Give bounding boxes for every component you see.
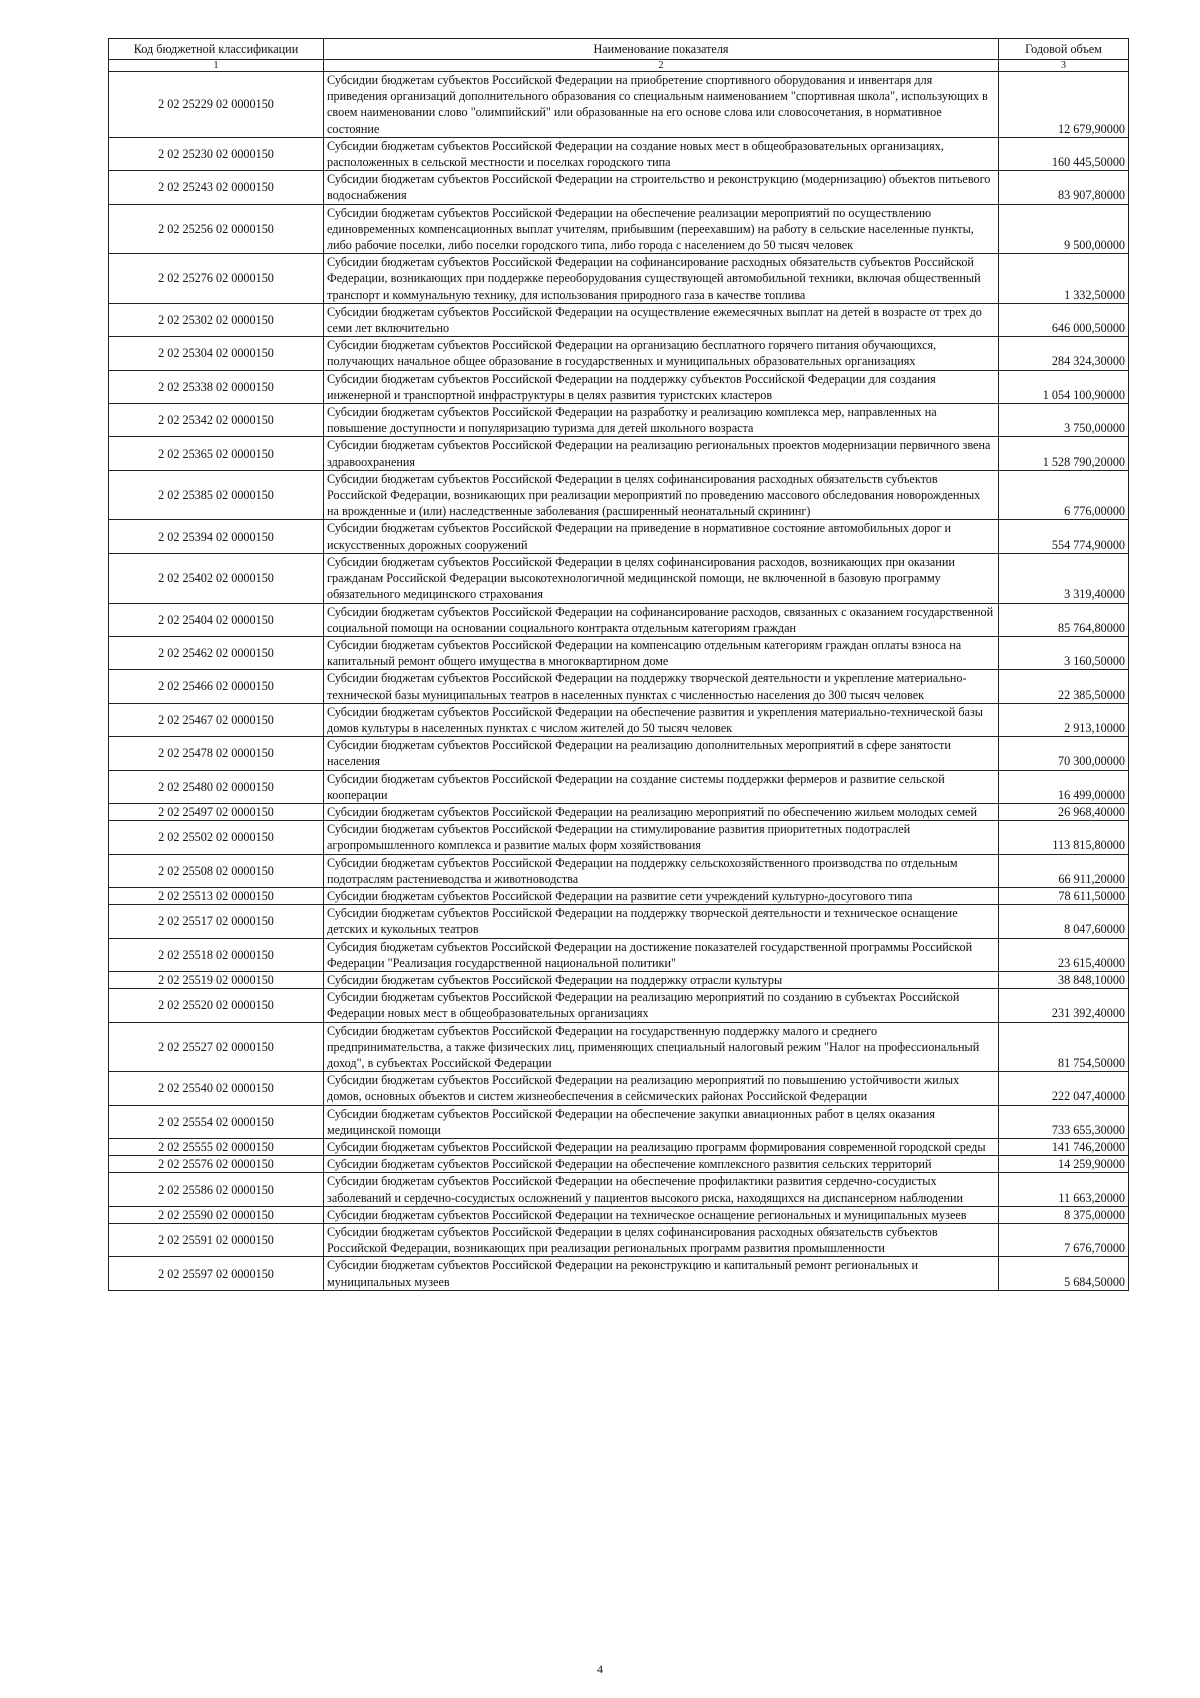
table-row bbox=[109, 1156, 1129, 1173]
name-cell: Субсидии бюджетам субъектов Российской Федерации на реконструкцию и капитальный ремонт региональных и муниципальных музеев bbox=[324, 1257, 999, 1290]
name-cell: Субсидии бюджетам субъектов Российской Федерации на осуществление ежемесячных выплат на детей в возрасте от трех до семи лет включительно bbox=[324, 303, 999, 336]
name-cell: Субсидии бюджетам субъектов Российской Федерации на реализацию мероприятий по обеспечению жильем молодых семей bbox=[324, 803, 999, 820]
budget-table bbox=[108, 38, 1129, 1291]
table-row bbox=[109, 303, 1129, 336]
amount-cell: 14 259,90000 bbox=[999, 1156, 1129, 1173]
name-cell: Субсидии бюджетам субъектов Российской Федерации на поддержку творческой деятельности и укрепление материально-технической базы муниципальных театров в населенных пунктах с численностью населения до 300 тысяч человек bbox=[324, 670, 999, 703]
code-cell: 2 02 25591 02 0000150 bbox=[109, 1224, 324, 1257]
table-row bbox=[109, 971, 1129, 988]
table-row bbox=[109, 938, 1129, 971]
amount-cell: 3 319,40000 bbox=[999, 553, 1129, 603]
code-cell: 2 02 25467 02 0000150 bbox=[109, 703, 324, 736]
code-cell: 2 02 25554 02 0000150 bbox=[109, 1105, 324, 1138]
table-row bbox=[109, 1206, 1129, 1223]
code-cell: 2 02 25502 02 0000150 bbox=[109, 821, 324, 854]
table-row bbox=[109, 803, 1129, 820]
code-cell: 2 02 25256 02 0000150 bbox=[109, 204, 324, 254]
amount-cell: 9 500,00000 bbox=[999, 204, 1129, 254]
page-number: 4 bbox=[597, 1662, 603, 1676]
name-cell: Субсидии бюджетам субъектов Российской Федерации на организацию бесплатного горячего питания обучающихся, получающих начальное общее образование в государственных и муниципальных образовательных организациях bbox=[324, 337, 999, 370]
amount-cell: 85 764,80000 bbox=[999, 603, 1129, 636]
header-code: Код бюджетной классификации bbox=[109, 39, 324, 60]
table-body bbox=[109, 72, 1129, 1291]
code-cell: 2 02 25402 02 0000150 bbox=[109, 553, 324, 603]
table-row bbox=[109, 1022, 1129, 1072]
header-amount: Годовой объем bbox=[999, 39, 1129, 60]
name-cell: Субсидии бюджетам субъектов Российской Федерации на строительство и реконструкцию (модернизацию) объектов питьевого водоснабжения bbox=[324, 171, 999, 204]
code-cell: 2 02 25540 02 0000150 bbox=[109, 1072, 324, 1105]
table-row bbox=[109, 737, 1129, 770]
amount-cell: 12 679,90000 bbox=[999, 72, 1129, 138]
table-header-row bbox=[109, 39, 1129, 60]
header-name: Наименование показателя bbox=[324, 39, 999, 60]
code-cell: 2 02 25520 02 0000150 bbox=[109, 989, 324, 1022]
amount-cell: 1 054 100,90000 bbox=[999, 370, 1129, 403]
name-cell: Субсидии бюджетам субъектов Российской Федерации на разработку и реализацию комплекса мер, направленных на повышение доступности и популяризацию туризма для детей школьного возраста bbox=[324, 404, 999, 437]
amount-cell: 16 499,00000 bbox=[999, 770, 1129, 803]
name-cell: Субсидии бюджетам субъектов Российской Федерации на обеспечение комплексного развития сельских территорий bbox=[324, 1156, 999, 1173]
code-cell: 2 02 25342 02 0000150 bbox=[109, 404, 324, 437]
table-row bbox=[109, 770, 1129, 803]
code-cell: 2 02 25338 02 0000150 bbox=[109, 370, 324, 403]
table-row bbox=[109, 821, 1129, 854]
table-row bbox=[109, 854, 1129, 887]
name-cell: Субсидии бюджетам субъектов Российской Федерации на софинансирование расходных обязательств субъектов Российской Федерации, возникающих при поддержке переоборудования существующей автомобильной техники, включая общественный транспорт и коммунальную технику, для использования природного газа в качестве топлива bbox=[324, 254, 999, 304]
code-cell: 2 02 25597 02 0000150 bbox=[109, 1257, 324, 1290]
code-cell: 2 02 25276 02 0000150 bbox=[109, 254, 324, 304]
name-cell: Субсидии бюджетам субъектов Российской Федерации на софинансирование расходов, связанных с оказанием государственной социальной помощи на основании социального контракта отдельным категориям граждан bbox=[324, 603, 999, 636]
table-row bbox=[109, 1257, 1129, 1290]
code-cell: 2 02 25462 02 0000150 bbox=[109, 636, 324, 669]
amount-cell: 231 392,40000 bbox=[999, 989, 1129, 1022]
amount-cell: 284 324,30000 bbox=[999, 337, 1129, 370]
name-cell: Субсидии бюджетам субъектов Российской Федерации на поддержку сельскохозяйственного производства по отдельным подотраслям растениеводства и животноводства bbox=[324, 854, 999, 887]
code-cell: 2 02 25576 02 0000150 bbox=[109, 1156, 324, 1173]
table-row bbox=[109, 437, 1129, 470]
amount-cell: 26 968,40000 bbox=[999, 803, 1129, 820]
amount-cell: 554 774,90000 bbox=[999, 520, 1129, 553]
name-cell: Субсидии бюджетам субъектов Российской Федерации на реализацию программ формирования современной городской среды bbox=[324, 1139, 999, 1156]
column-number-2: 2 bbox=[324, 60, 999, 72]
amount-cell: 11 663,20000 bbox=[999, 1173, 1129, 1206]
table-row bbox=[109, 553, 1129, 603]
table-row bbox=[109, 1105, 1129, 1138]
name-cell: Субсидии бюджетам субъектов Российской Федерации на обеспечение закупки авиационных работ в целях оказания медицинской помощи bbox=[324, 1105, 999, 1138]
amount-cell: 141 746,20000 bbox=[999, 1139, 1129, 1156]
amount-cell: 1 528 790,20000 bbox=[999, 437, 1129, 470]
table-row bbox=[109, 703, 1129, 736]
name-cell: Субсидии бюджетам субъектов Российской Федерации на обеспечение профилактики развития сердечно-сосудистых заболеваний и сердечно-сосудистых осложнений у пациентов высокого риска, находящихся на диспансерном наблюдении bbox=[324, 1173, 999, 1206]
amount-cell: 7 676,70000 bbox=[999, 1224, 1129, 1257]
code-cell: 2 02 25480 02 0000150 bbox=[109, 770, 324, 803]
code-cell: 2 02 25466 02 0000150 bbox=[109, 670, 324, 703]
table-row bbox=[109, 520, 1129, 553]
table-row bbox=[109, 370, 1129, 403]
name-cell: Субсидии бюджетам субъектов Российской Федерации в целях софинансирования расходных обязательств субъектов Российской Федерации, возникающих при реализации региональных программ развития промышленности bbox=[324, 1224, 999, 1257]
amount-cell: 1 332,50000 bbox=[999, 254, 1129, 304]
table-row bbox=[109, 603, 1129, 636]
name-cell: Субсидии бюджетам субъектов Российской Федерации на реализацию мероприятий по повышению устойчивости жилых домов, основных объектов и систем жизнеобеспечения в сейсмических районах Российской Федерации bbox=[324, 1072, 999, 1105]
table-row bbox=[109, 204, 1129, 254]
table-row bbox=[109, 670, 1129, 703]
code-cell: 2 02 25497 02 0000150 bbox=[109, 803, 324, 820]
amount-cell: 2 913,10000 bbox=[999, 703, 1129, 736]
name-cell: Субсидии бюджетам субъектов Российской Федерации на обеспечение развития и укрепления материально-технической базы домов культуры в населенных пунктах с числом жителей до 50 тысяч человек bbox=[324, 703, 999, 736]
table-row bbox=[109, 1173, 1129, 1206]
name-cell: Субсидии бюджетам субъектов Российской Федерации на компенсацию отдельным категориям граждан оплаты взноса на капитальный ремонт общего имущества в многоквартирном доме bbox=[324, 636, 999, 669]
code-cell: 2 02 25527 02 0000150 bbox=[109, 1022, 324, 1072]
table-row bbox=[109, 989, 1129, 1022]
amount-cell: 160 445,50000 bbox=[999, 137, 1129, 170]
name-cell: Субсидии бюджетам субъектов Российской Федерации на поддержку субъектов Российской Федерации для создания инженерной и транспортной инфраструктуры в целях развития туристских кластеров bbox=[324, 370, 999, 403]
amount-cell: 81 754,50000 bbox=[999, 1022, 1129, 1072]
amount-cell: 8 047,60000 bbox=[999, 905, 1129, 938]
code-cell: 2 02 25243 02 0000150 bbox=[109, 171, 324, 204]
amount-cell: 6 776,00000 bbox=[999, 470, 1129, 520]
name-cell: Субсидии бюджетам субъектов Российской Федерации на реализацию мероприятий по созданию в субъектах Российской Федерации новых мест в общеобразовательных организациях bbox=[324, 989, 999, 1022]
code-cell: 2 02 25404 02 0000150 bbox=[109, 603, 324, 636]
name-cell: Субсидии бюджетам субъектов Российской Федерации на приобретение спортивного оборудования и инвентаря для приведения организаций дополнительного образования со специальным наименованием "спортивная школа", использующих в своем наименовании слово "олимпийский" или образованные на его основе слова или словосочетания, в нормативное состояние bbox=[324, 72, 999, 138]
amount-cell: 83 907,80000 bbox=[999, 171, 1129, 204]
amount-cell: 3 750,00000 bbox=[999, 404, 1129, 437]
code-cell: 2 02 25229 02 0000150 bbox=[109, 72, 324, 138]
name-cell: Субсидии бюджетам субъектов Российской Федерации на поддержку творческой деятельности и техническое оснащение детских и кукольных театров bbox=[324, 905, 999, 938]
code-cell: 2 02 25394 02 0000150 bbox=[109, 520, 324, 553]
code-cell: 2 02 25519 02 0000150 bbox=[109, 971, 324, 988]
name-cell: Субсидии бюджетам субъектов Российской Федерации на поддержку отрасли культуры bbox=[324, 971, 999, 988]
table-row bbox=[109, 337, 1129, 370]
amount-cell: 5 684,50000 bbox=[999, 1257, 1129, 1290]
code-cell: 2 02 25365 02 0000150 bbox=[109, 437, 324, 470]
amount-cell: 38 848,10000 bbox=[999, 971, 1129, 988]
table-row bbox=[109, 905, 1129, 938]
amount-cell: 733 655,30000 bbox=[999, 1105, 1129, 1138]
table-row bbox=[109, 254, 1129, 304]
table-row bbox=[109, 72, 1129, 138]
code-cell: 2 02 25478 02 0000150 bbox=[109, 737, 324, 770]
amount-cell: 222 047,40000 bbox=[999, 1072, 1129, 1105]
table-row bbox=[109, 1224, 1129, 1257]
name-cell: Субсидии бюджетам субъектов Российской Федерации на реализацию региональных проектов модернизации первичного звена здравоохранения bbox=[324, 437, 999, 470]
name-cell: Субсидии бюджетам субъектов Российской Федерации на развитие сети учреждений культурно-досугового типа bbox=[324, 887, 999, 904]
amount-cell: 8 375,00000 bbox=[999, 1206, 1129, 1223]
name-cell: Субсидии бюджетам субъектов Российской Федерации на стимулирование развития приоритетных подотраслей агропромышленного комплекса и развитие малых форм хозяйствования bbox=[324, 821, 999, 854]
name-cell: Субсидии бюджетам субъектов Российской Федерации в целях софинансирования расходов, возникающих при оказании гражданам Российской Федерации высокотехнологичной медицинской помощи, не включенной в базовую программу обязательного медицинского страхования bbox=[324, 553, 999, 603]
code-cell: 2 02 25304 02 0000150 bbox=[109, 337, 324, 370]
name-cell: Субсидии бюджетам субъектов Российской Федерации на обеспечение реализации мероприятий по осуществлению единовременных компенсационных выплат учителям, прибывшим (переехавшим) на работу в сельские населенные пункты, либо рабочие поселки, либо поселки городского типа, либо города с населением до 50 тысяч человек bbox=[324, 204, 999, 254]
amount-cell: 66 911,20000 bbox=[999, 854, 1129, 887]
table-row bbox=[109, 1072, 1129, 1105]
table-row bbox=[109, 636, 1129, 669]
name-cell: Субсидии бюджетам субъектов Российской Федерации на создание системы поддержки фермеров и развитие сельской кооперации bbox=[324, 770, 999, 803]
name-cell: Субсидии бюджетам субъектов Российской Федерации в целях софинансирования расходных обязательств субъектов Российской Федерации, возникающих при реализации мероприятий по проведению массового обследования новорожденных на врожденные и (или) наследственные заболевания (расширенный неонатальный скрининг) bbox=[324, 470, 999, 520]
amount-cell: 3 160,50000 bbox=[999, 636, 1129, 669]
amount-cell: 646 000,50000 bbox=[999, 303, 1129, 336]
table-row bbox=[109, 137, 1129, 170]
table-row bbox=[109, 171, 1129, 204]
name-cell: Субсидии бюджетам субъектов Российской Федерации на государственную поддержку малого и среднего предпринимательства, а также физических лиц, применяющих специальный налоговый режим "Налог на профессиональный доход", в субъектах Российской Федерации bbox=[324, 1022, 999, 1072]
table-row bbox=[109, 1139, 1129, 1156]
amount-cell: 70 300,00000 bbox=[999, 737, 1129, 770]
name-cell: Субсидия бюджетам субъектов Российской Федерации на достижение показателей государственной программы Российской Федерации "Реализация государственной национальной политики" bbox=[324, 938, 999, 971]
code-cell: 2 02 25385 02 0000150 bbox=[109, 470, 324, 520]
code-cell: 2 02 25230 02 0000150 bbox=[109, 137, 324, 170]
column-number-row bbox=[109, 60, 1129, 72]
name-cell: Субсидии бюджетам субъектов Российской Федерации на создание новых мест в общеобразовательных организациях, расположенных в сельской местности и поселках городского типа bbox=[324, 137, 999, 170]
amount-cell: 23 615,40000 bbox=[999, 938, 1129, 971]
name-cell: Субсидии бюджетам субъектов Российской Федерации на реализацию дополнительных мероприятий в сфере занятости населения bbox=[324, 737, 999, 770]
column-number-1: 1 bbox=[109, 60, 324, 72]
table-row bbox=[109, 887, 1129, 904]
code-cell: 2 02 25518 02 0000150 bbox=[109, 938, 324, 971]
code-cell: 2 02 25590 02 0000150 bbox=[109, 1206, 324, 1223]
code-cell: 2 02 25302 02 0000150 bbox=[109, 303, 324, 336]
table-row bbox=[109, 470, 1129, 520]
code-cell: 2 02 25586 02 0000150 bbox=[109, 1173, 324, 1206]
code-cell: 2 02 25517 02 0000150 bbox=[109, 905, 324, 938]
code-cell: 2 02 25513 02 0000150 bbox=[109, 887, 324, 904]
amount-cell: 78 611,50000 bbox=[999, 887, 1129, 904]
amount-cell: 113 815,80000 bbox=[999, 821, 1129, 854]
name-cell: Субсидии бюджетам субъектов Российской Федерации на приведение в нормативное состояние автомобильных дорог и искусственных дорожных сооружений bbox=[324, 520, 999, 553]
code-cell: 2 02 25555 02 0000150 bbox=[109, 1139, 324, 1156]
code-cell: 2 02 25508 02 0000150 bbox=[109, 854, 324, 887]
table-row bbox=[109, 404, 1129, 437]
name-cell: Субсидии бюджетам субъектов Российской Федерации на техническое оснащение региональных и муниципальных музеев bbox=[324, 1206, 999, 1223]
column-number-3: 3 bbox=[999, 60, 1129, 72]
amount-cell: 22 385,50000 bbox=[999, 670, 1129, 703]
